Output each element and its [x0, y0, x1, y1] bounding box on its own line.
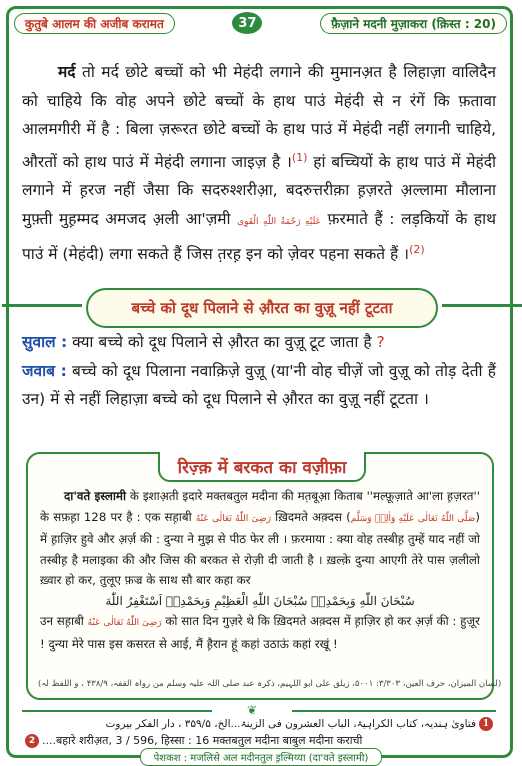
- header-book-title: कुतुबे आलम की अजीब करामत: [14, 13, 175, 34]
- question-answer: [22, 328, 496, 414]
- section-heading-banner: [86, 288, 438, 328]
- paragraph-text-3: फ़रमाते हैं : लड़कियों के हाथ पाउं में (मेहंदी) लगा सकते हैं जिस त़रह़ इन को ज़ेवर पहना सकते हैं ।: [22, 209, 497, 264]
- box-text-1: के इशाअ़ती इदारे मक्तबतुल मदीना की मत़बूआ़ किताब ''मल्फ़ूज़ाते आ'ला ह़ज़रत'' के सफ़ह़ा 128 पर है : एक सह़ाबी: [40, 489, 480, 524]
- box-title: रिज़्क़ में बरकत का वज़ीफ़ा: [158, 452, 366, 482]
- divider-ornament: ❦: [246, 703, 258, 717]
- footnote-ref-1: (1): [291, 150, 308, 164]
- footnote-2: [22, 733, 496, 749]
- lead-word: मर्द: [58, 63, 76, 81]
- paragraph-text-2: हां बच्चियों के हाथ पाउं में मेहंदी लगाने में ह़रज नहीं जैसा कि सदरुश्शरीआ़, बदरुत्तरीक़ा ह़ज़रते अ़ल्लामा मौलाना मुफ़्ती मुह़म्मद अमजद अ़ली आ'ज़मी: [22, 152, 496, 228]
- section-heading: बच्चे को दूध पिलाने से औ़रत का वुज़ू नहीं टूटता: [131, 299, 393, 317]
- answer: [22, 357, 496, 414]
- paragraph-text-1: तो मर्द छोटे बच्चों को भी मेहंदी लगाने की मुमानअ़त है लिहाज़ा वालिदैन को चाहिये कि वोह अपने छोटे बच्चों के हाथ पाउं मेहंदी से न रंगें कि फ़तावा आलमगीरी में है : बिला ज़रूरत छोटे बच्चों के हाथ पाउं में मेहंदी नहीं लगानी चाहिये, औरतों को हाथ पाउं में मेहंदी लगाना जाइज़ है ।: [22, 63, 496, 171]
- box-body: [40, 486, 480, 654]
- box-honorific-2: صَلَّی اللّٰهُ تَعَالٰی عَلَیْهِ وَاٰلِهٖ وَسَلَّم: [350, 513, 476, 524]
- arabic-tasbeeh: سُبْحَانَ اللّٰهِ وَبِحَمْدِهٖ سُبْحَانَ اللّٰهِ الْعَظِیْمِ وَبِحَمْدِهٖ اَسْتَغْفِرُ اللّٰهَ: [105, 593, 415, 608]
- box-text-3: ) में ह़ाज़िर हुवे और अ़र्ज़ की : दुन्या ने मुझ से पीठ फेर ली । फ़रमाया : क्या वोह तस्बीह़ तुम्हें याद नहीं जो तस्बीह़ है मलाइका की और जिस की बरकत से रोज़ी दी जाती है । ख़ल्क़े दुन्या आएगी तेरे पास ज़लीलो ख़्वार हो कर, तुलूए फ़ज्र के साथ सौ बार कहा कर: [40, 509, 480, 587]
- question-mark: ?: [376, 333, 385, 351]
- footnote-ref-2: (2): [409, 243, 425, 257]
- box-text-2: ख़िदमते अक़्दस (: [270, 509, 351, 524]
- question: [22, 328, 496, 357]
- main-paragraph: [22, 58, 496, 269]
- question-label: सुवाल :: [22, 333, 68, 351]
- box-honorific-1: رَضِیَ اللّٰهُ تَعَالٰی عَنْهُ: [195, 513, 271, 524]
- page-header: [14, 12, 507, 34]
- footnote-1-number: 1: [479, 717, 493, 731]
- footnote-2-number: 2: [25, 734, 39, 748]
- page-footer: पेशकश : मजलिसे अल मदीनतुल इ़ल्मिय्या (दा'वते इस्लामी): [140, 748, 382, 766]
- box-reference: (لسان المیزان، حرف العین، ۳/۳۰۳: ۵۰۰۱، زیلق علی ابو اللہیم، ذکرہ عبد صلی اللہ علیہ وسلم من رواہ القفہ، ۴۳۸/۹ ، و اللفظ لہ): [38, 679, 502, 689]
- wazifa-box: [26, 452, 502, 700]
- answer-text: बच्चे को दूध पिलाना नवाक़िज़े वुज़ू (या'नी वोह चीज़ें जो वुज़ू को तोड़ देती हैं उन) में से नहीं लिहाज़ा बच्चे को दूध पिलाने से औ़रत का वुज़ू नहीं टूटता ।: [22, 361, 496, 408]
- box-lead-bold: दा'वते इस्लामी: [64, 489, 127, 503]
- answer-label: जवाब :: [22, 361, 67, 380]
- page-number: 37: [232, 12, 262, 34]
- honorific-text: عَلَيْهِ رَحْمَةُ اللّٰهِ الْقَوِی: [237, 216, 321, 227]
- footnote-2-text: ....बहारे शरीअ़त, 3 / 596, हिस्सा : 16 मक्तबतुल मदीना बाबुल मदीना कराची: [42, 734, 363, 747]
- footnote-1-text: فتاویٰ ہندیہ، کتاب الکراہیۃ، الباب العشرون فی الزینۃ...الخ، ۳۵۹/۵ ، دار الفکر بیروت: [105, 718, 476, 730]
- question-text: क्या बच्चे को दूध पिलाने से औ़रत का वुज़ू टूट जाता है: [67, 333, 377, 351]
- footnote-1: [22, 716, 496, 732]
- box-text-4b: को सात दिन गुज़रे थे कि ख़िदमते अक़्दस में ह़ाज़िर हो कर अ़र्ज़ की : हुज़ूर ! दुन्या मेरे पास इस कसरत से आई, मैं ह़ैरान हूं कहां उठाऊं कहां रखूं !: [40, 614, 480, 651]
- header-series-title: फ़ैज़ाने मदनी मुज़ाकरा (क़िस्त : 20): [320, 13, 507, 34]
- box-text-4a: उन सह़ाबी: [40, 614, 88, 628]
- box-honorific-3: رَضِیَ اللّٰهُ تَعَالٰی عَنْهُ: [87, 618, 162, 628]
